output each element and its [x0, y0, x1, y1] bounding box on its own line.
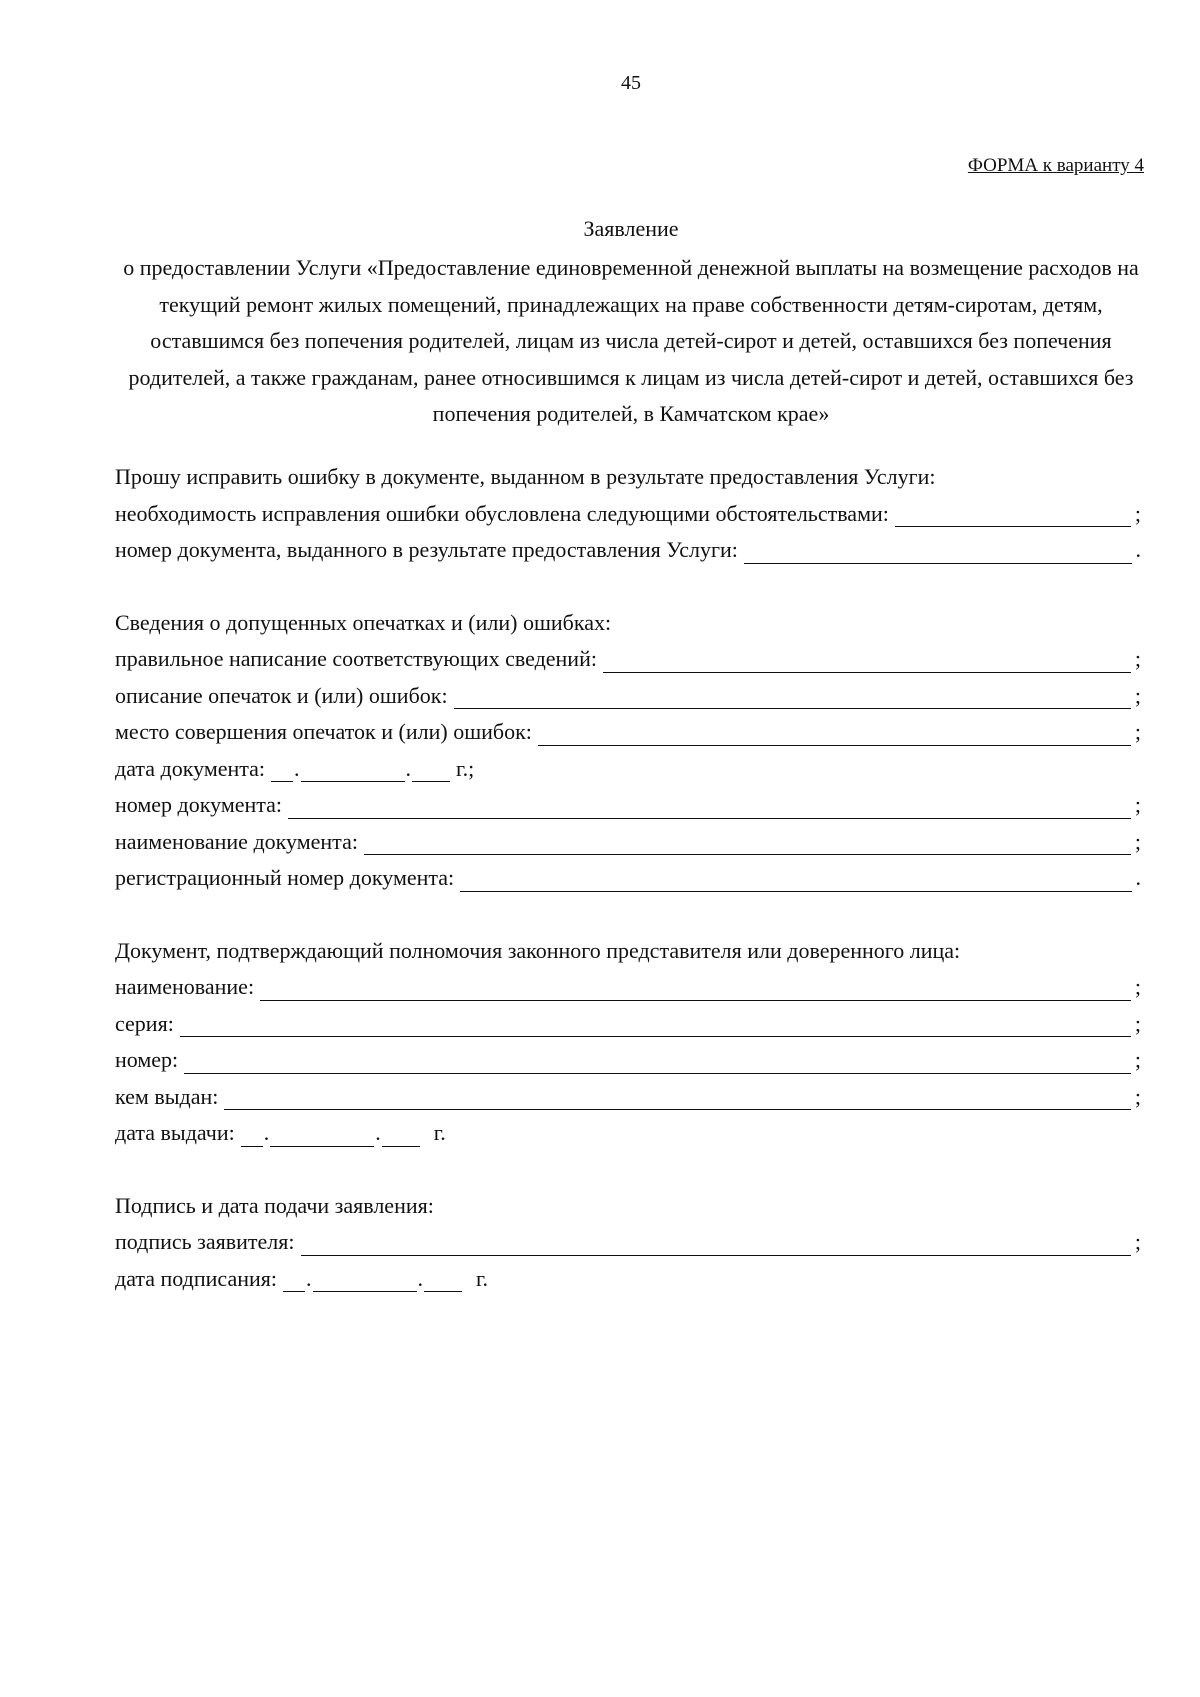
- sign-date-month-field[interactable]: [313, 1290, 417, 1292]
- reason-end: ;: [1134, 500, 1141, 526]
- reg-number-field[interactable]: [460, 890, 1131, 892]
- date-dot: .: [417, 1265, 423, 1291]
- rep-series-end: ;: [1134, 1010, 1141, 1036]
- form-body: [115, 464, 1141, 1302]
- rep-date-row: [115, 1120, 1141, 1157]
- rep-issued-row: [115, 1084, 1141, 1121]
- doc-name-field[interactable]: [364, 853, 1131, 855]
- error-number-label: номер документа:: [115, 792, 283, 817]
- rep-name-end: ;: [1134, 974, 1141, 999]
- place-end: ;: [1134, 719, 1141, 744]
- rep-issued-label: кем выдан:: [115, 1083, 219, 1109]
- doc-date-suffix: г.;: [456, 755, 475, 781]
- description-label: описание опечаток и (или) ошибок:: [115, 682, 448, 708]
- rep-series-row: [115, 1011, 1141, 1048]
- doc-number-field[interactable]: [744, 562, 1132, 564]
- reg-number-label: регистрационный номер документа:: [115, 865, 455, 890]
- doc-name-label: наименование документа:: [115, 828, 358, 854]
- rep-number-row: [115, 1047, 1141, 1084]
- date-dot: .: [294, 755, 300, 781]
- signature-row: [115, 1229, 1141, 1266]
- rep-date-year-field[interactable]: [382, 1145, 420, 1147]
- doc-date-label: дата документа:: [115, 755, 266, 781]
- doc-date-day-field[interactable]: [271, 780, 293, 782]
- place-label: место совершения опечаток и (или) ошибок:: [115, 719, 532, 744]
- page-number: 45: [621, 72, 641, 94]
- error-number-row: [115, 792, 1141, 829]
- rep-name-label: наименование:: [115, 974, 255, 999]
- document-subtitle: о предоставлении Услуги «Предоставление единовременной денежной выплаты на возмещение расходов на текущий ремонт жилых помещений, принадлежащих на праве собственности детям-сиротам, детям, оставшимся без попечения родителей, лицам из числа детей-сирот и детей, оставшихся без попечения родителей, а также гражданам, ранее относившимся к лицам из числа детей-сирот и детей, оставшихся без попечения родителей, в Камчатском крае»: [123, 255, 1139, 426]
- doc-number-row: [115, 537, 1141, 574]
- place-row: [115, 719, 1141, 756]
- rep-name-row: [115, 974, 1141, 1011]
- form-label: ФОРМА к варианту 4: [967, 155, 1144, 176]
- sign-date-year-field[interactable]: [424, 1290, 462, 1292]
- sign-date-day-field[interactable]: [283, 1290, 305, 1292]
- errors-heading: Сведения о допущенных опечатках и (или) ошибках:: [115, 609, 612, 635]
- signature-heading: Подпись и дата подачи заявления:: [115, 1192, 434, 1218]
- error-number-field[interactable]: [288, 817, 1131, 819]
- error-number-end: ;: [1134, 792, 1141, 817]
- rep-issued-end: ;: [1134, 1083, 1141, 1109]
- reg-number-end: .: [1135, 865, 1141, 890]
- rep-date-month-field[interactable]: [270, 1145, 374, 1147]
- doc-name-row: [115, 829, 1141, 866]
- rep-number-field[interactable]: [184, 1072, 1131, 1074]
- signature-end: ;: [1134, 1229, 1141, 1254]
- correct-row: [115, 646, 1141, 683]
- correct-field[interactable]: [603, 671, 1131, 673]
- date-dot: .: [375, 1120, 381, 1145]
- reason-label: необходимость исправления ошибки обусловлена следующими обстоятельствами:: [115, 500, 889, 526]
- reason-field[interactable]: [895, 525, 1131, 527]
- signature-field[interactable]: [301, 1254, 1131, 1256]
- rep-date-suffix: г.: [433, 1120, 446, 1145]
- reason-row: [115, 501, 1141, 538]
- doc-date-row: [115, 756, 1141, 793]
- rep-issued-field[interactable]: [224, 1108, 1131, 1110]
- doc-number-end: .: [1135, 537, 1141, 562]
- rep-date-day-field[interactable]: [241, 1145, 263, 1147]
- description-field[interactable]: [454, 707, 1131, 709]
- description-end: ;: [1134, 682, 1141, 708]
- doc-name-end: ;: [1134, 828, 1141, 854]
- sign-date-row: [115, 1266, 1141, 1303]
- doc-date-year-field[interactable]: [412, 780, 450, 782]
- rep-series-field[interactable]: [180, 1035, 1131, 1037]
- signature-label: подпись заявителя:: [115, 1229, 295, 1254]
- rep-number-end: ;: [1134, 1047, 1141, 1072]
- description-row: [115, 683, 1141, 720]
- sign-date-suffix: г.: [476, 1265, 489, 1291]
- rep-name-field[interactable]: [260, 999, 1131, 1001]
- sign-date-label: дата подписания:: [115, 1265, 277, 1291]
- rep-number-label: номер:: [115, 1047, 179, 1072]
- place-field[interactable]: [538, 744, 1131, 746]
- date-dot: .: [405, 755, 412, 781]
- date-dot: .: [263, 1120, 270, 1145]
- representative-heading: Документ, подтверждающий полномочия законного представителя или доверенного лица:: [115, 937, 961, 963]
- date-dot: .: [306, 1265, 312, 1291]
- document-title: Заявление: [583, 216, 679, 241]
- reg-number-row: [115, 865, 1141, 902]
- request-intro: Прошу исправить ошибку в документе, выданном в результате предоставления Услуги:: [115, 464, 936, 489]
- doc-number-label: номер документа, выданного в результате предоставления Услуги:: [115, 537, 738, 562]
- doc-date-month-field[interactable]: [301, 780, 405, 782]
- correct-label: правильное написание соответствующих сведений:: [115, 646, 597, 671]
- correct-end: ;: [1134, 646, 1141, 671]
- rep-series-label: серия:: [115, 1010, 174, 1036]
- rep-date-label: дата выдачи:: [115, 1120, 235, 1145]
